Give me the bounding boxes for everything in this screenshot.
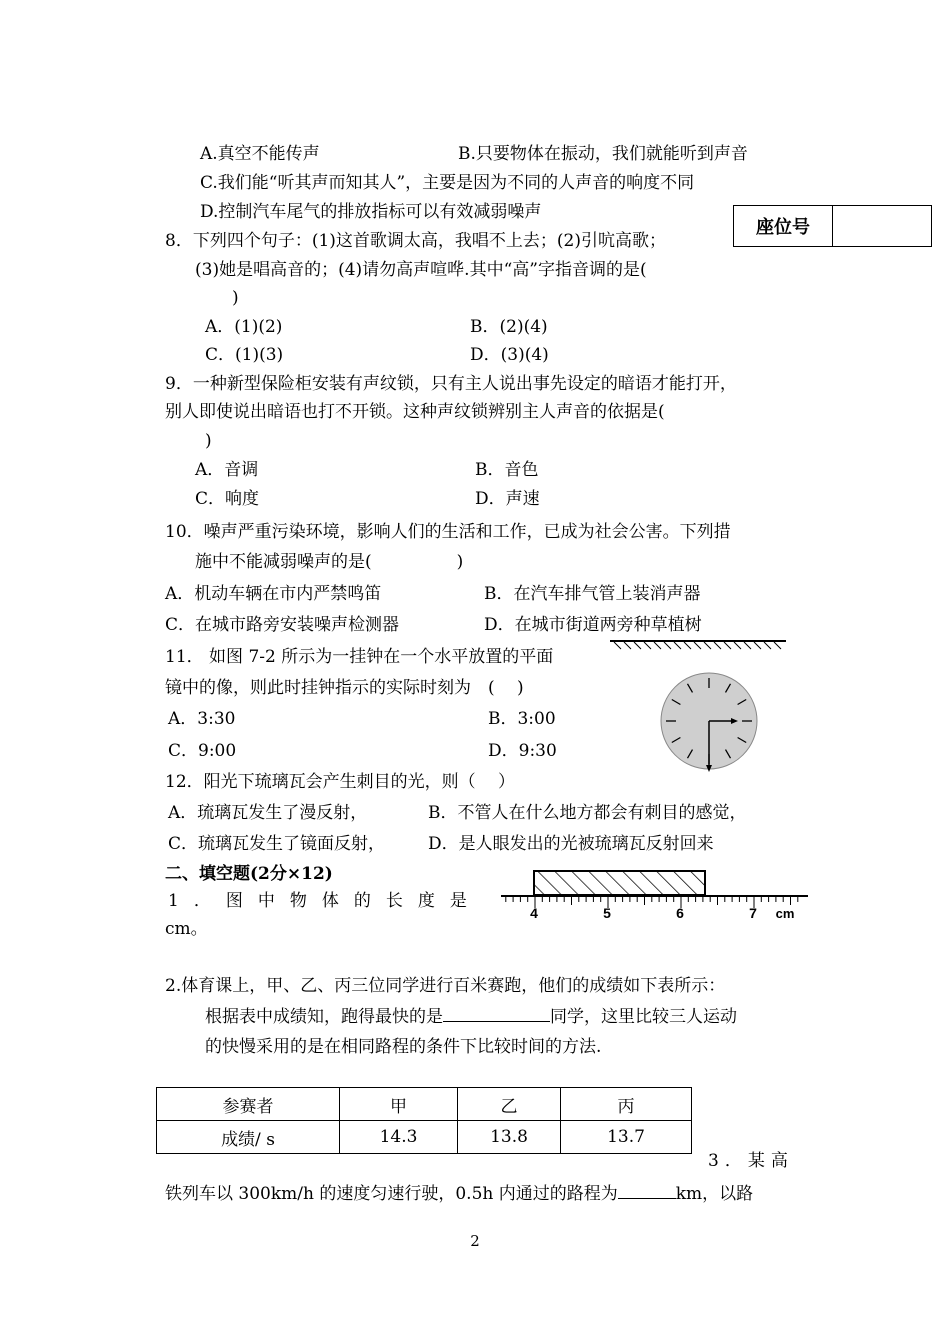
fq2-line2: [205, 1004, 737, 1028]
fq3-line2-end: km，以路: [675, 1184, 754, 1204]
ruler-label-4: 4: [530, 905, 538, 921]
fq1-line2: cm。: [165, 919, 208, 939]
q8-option-c: C．(1)(3): [205, 345, 284, 365]
q9-option-c: C．响度: [195, 489, 260, 509]
ruler: [501, 896, 808, 921]
table-header-row: [157, 1088, 692, 1121]
q11-line2: 镜中的像，则此时挂钟指示的实际时刻为 ( ): [165, 678, 524, 698]
q10-option-b: B．在汽车排气管上装消声器: [484, 584, 701, 604]
q8-option-b: B．(2)(4): [470, 317, 548, 337]
seat-number-field[interactable]: [833, 206, 932, 247]
q10-option-a: A．机动车辆在市内严禁鸣笛: [165, 584, 382, 604]
q9-line3: ): [205, 431, 212, 451]
q7-option-d: D.控制汽车尾气的排放指标可以有效减弱噪声: [200, 202, 542, 222]
clock-image: [661, 673, 757, 772]
ruler-label-7: 7: [749, 905, 757, 921]
q8-line2: (3)她是唱高音的；(4)请勿高声喧哗.其中“高”字指音调的是(: [195, 260, 647, 280]
q7-option-a: A.真空不能传声: [200, 144, 320, 164]
q8-line1: 8．下列四个句子：(1)这首歌调太高，我唱不上去；(2)引吭高歌；: [165, 231, 666, 251]
q11-option-d: D．9:30: [488, 741, 557, 761]
q8-option-d: D．(3)(4): [470, 345, 549, 365]
section-title-fill-blank: 二、填空题(2分×12): [165, 864, 333, 884]
q11-option-c: C．9:00: [168, 741, 237, 761]
mirror-clock-figure: [608, 636, 790, 784]
q9-option-d: D．声速: [475, 489, 540, 509]
q10-line1: 10．噪声严重污染环境，影响人们的生活和工作，已成为社会公害。下列措: [165, 522, 731, 542]
fq3-line2: [165, 1181, 753, 1205]
q12-option-b: B．不管人在什么地方都会有刺目的感觉，: [428, 803, 747, 823]
table-row: [157, 1121, 692, 1154]
fq2-line2-start: 根据表中成绩知，跑得最快的是: [205, 1007, 443, 1027]
q12-option-c: C．琉璃瓦发生了镜面反射，: [168, 834, 386, 854]
q7-option-b: B.只要物体在振动，我们就能听到声音: [458, 144, 748, 164]
table-cell: 13.8: [458, 1121, 561, 1154]
q10-line2: 施中不能减弱噪声的是( ): [195, 552, 464, 572]
ruler-label-5: 5: [603, 905, 611, 921]
horizontal-mirror: [610, 641, 786, 649]
race-results-table: [156, 1087, 692, 1154]
seat-number-box: [733, 205, 932, 247]
q10-option-d: D．在城市街道两旁种草植树: [484, 615, 702, 635]
q11-option-b: B．3:00: [488, 709, 556, 729]
q8-option-a: A．(1)(2): [205, 317, 283, 337]
fq3-answer-blank[interactable]: [618, 1181, 676, 1199]
table-cell: 13.7: [561, 1121, 692, 1154]
q11-option-a: A．3:30: [168, 709, 236, 729]
q9-option-a: A．音调: [195, 460, 259, 480]
ruler-figure: [498, 866, 812, 946]
table-cell: 14.3: [340, 1121, 458, 1154]
q12-option-d: D．是人眼发出的光被琉璃瓦反射回来: [428, 834, 714, 854]
q9-line2: 别人即使说出暗语也打不开锁。这种声纹锁辨别主人声音的依据是(: [165, 402, 665, 422]
table-header-cell: 丙: [561, 1088, 692, 1121]
q9-line1: 9．一种新型保险柜安装有声纹锁，只有主人说出事先设定的暗语才能打开，: [165, 374, 737, 394]
q12-line1: 12．阳光下琉璃瓦会产生刺目的光，则（ ）: [165, 772, 516, 792]
fq2-line1: 2.体育课上，甲、乙、丙三位同学进行百米赛跑，他们的成绩如下表所示：: [165, 976, 726, 996]
q9-option-b: B．音色: [475, 460, 539, 480]
fq1-line1: 1．图中物体的长度是: [168, 891, 482, 911]
fq3-line1: 3．某高: [708, 1151, 794, 1171]
fq2-line3: 的快慢采用的是在相同路程的条件下比较时间的方法.: [205, 1037, 602, 1057]
measured-object: [534, 871, 705, 895]
seat-number-label: 座位号: [734, 206, 833, 247]
page-number: 2: [470, 1232, 480, 1250]
table-header-cell: 乙: [458, 1088, 561, 1121]
ruler-label-6: 6: [676, 905, 684, 921]
table-header-cell: 参赛者: [157, 1088, 340, 1121]
table-header-cell: 甲: [340, 1088, 458, 1121]
fq2-answer-blank[interactable]: [443, 1004, 550, 1022]
fq3-line2-start: 铁列车以 300km/h 的速度匀速行驶，0.5h 内通过的路程为: [165, 1184, 618, 1204]
table-cell: 成绩/ s: [157, 1121, 340, 1154]
fq2-line2-end: 同学，这里比较三人运动: [550, 1007, 737, 1027]
q11-line1: 11． 如图 7-2 所示为一挂钟在一个水平放置的平面: [165, 647, 554, 667]
q7-option-c: C.我们能“听其声而知其人”，主要是因为不同的人声音的响度不同: [200, 173, 695, 193]
ruler-unit: cm: [775, 906, 795, 921]
q10-option-c: C．在城市路旁安装噪声检测器: [165, 615, 400, 635]
q12-option-a: A．琉璃瓦发生了漫反射，: [168, 803, 368, 823]
q8-line3: ): [232, 288, 239, 308]
